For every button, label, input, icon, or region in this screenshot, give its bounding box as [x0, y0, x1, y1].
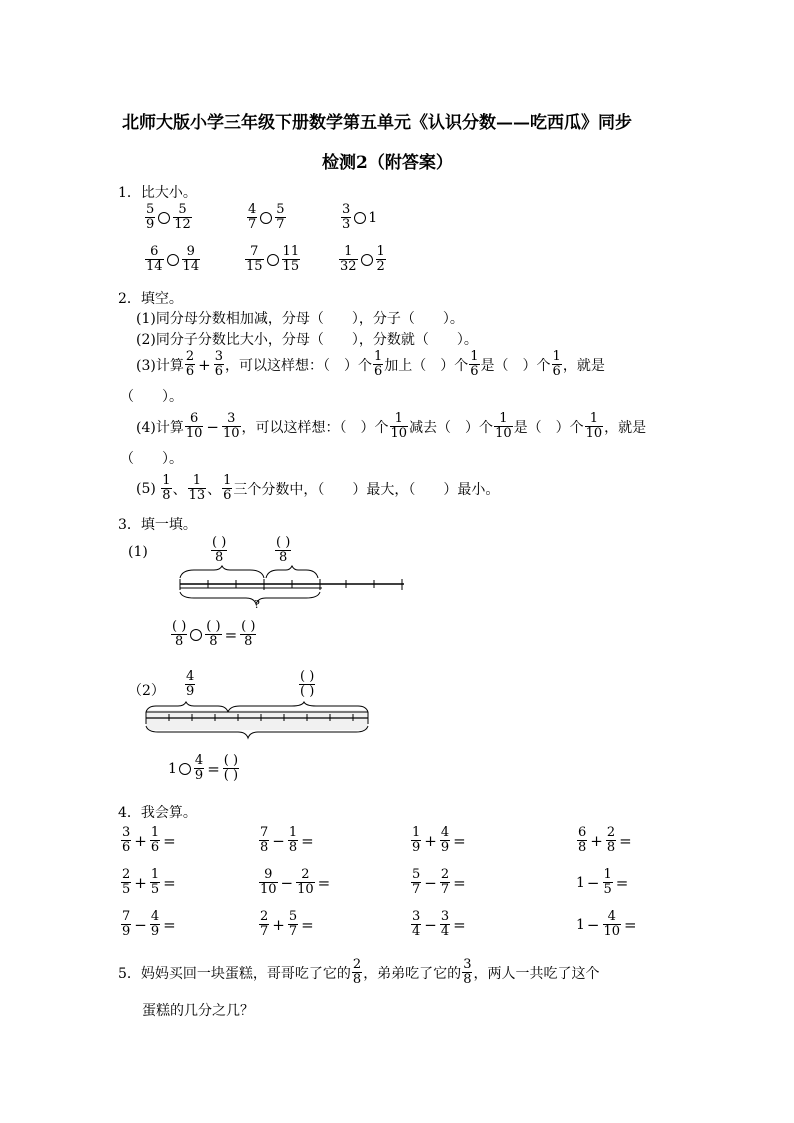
fraction: $\frac{4}{7}$	[248, 202, 257, 232]
q2-s3-cont: （ ）。	[120, 389, 183, 405]
fraction: $\frac{2}{7}$	[440, 867, 450, 897]
compare-circle[interactable]	[361, 254, 373, 266]
fraction: $\frac{3}{6}$	[214, 349, 223, 379]
fraction: $\frac{1}{2}$	[376, 244, 385, 274]
fraction: $\frac{( )}{8}$	[241, 619, 256, 649]
fraction: $\frac{5}{7}$	[276, 202, 285, 232]
fraction: $\frac{4}{10}$	[603, 909, 621, 939]
q2-s2: (2)同分子分数比大小，分母（ ），分数就（ ）。	[136, 332, 478, 348]
compare-circle[interactable]	[167, 254, 179, 266]
brace-bottom	[180, 592, 320, 604]
q3-p2-ticks	[146, 712, 368, 724]
ticks	[180, 579, 402, 590]
q3-p1-label: (1)	[128, 544, 148, 560]
fraction: $\frac{1}{10}$	[390, 411, 408, 441]
fraction: $\frac{3}{8}$	[463, 957, 472, 987]
q4-label: 4．我会算。	[118, 805, 197, 821]
compare-circle[interactable]	[179, 763, 191, 775]
fraction: $\frac{7}{9}$	[122, 909, 131, 939]
q4-expression: 1 − $\frac{1}{5}$ =	[576, 867, 629, 897]
compare-circle[interactable]	[190, 629, 202, 641]
q2-s5: (5) $\frac{1}{8}$ 、 $\frac{1}{13}$ 、 $\frac{1}{6}$ 三个分数中，（ ）最大，（ ）最小。	[136, 473, 500, 503]
fraction: $\frac{9}{10}$	[260, 867, 277, 897]
fraction: $\frac{6}{8}$	[578, 825, 587, 855]
fraction: $\frac{( )}{8}$	[172, 619, 187, 649]
q2-s4-cont: （ ）。	[120, 451, 183, 467]
q2-s4: (4)计算 $\frac{6}{10}$ − $\frac{3}{10}$ ，可以这样想：（ ）个 $\frac{1}{10}$ 减去（ ）个 $\frac{1}{10}$ 是（ ）个 $\frac{1}{10}$ ，就是	[136, 411, 647, 441]
fraction: $\frac{( )}{8}$	[206, 619, 221, 649]
fraction: $\frac{1}{6}$	[470, 349, 479, 379]
compare-circle[interactable]	[267, 254, 279, 266]
q4-expression: $\frac{7}{9}$ − $\frac{4}{9}$ =	[122, 909, 176, 939]
fraction: $\frac{4}{9}$	[150, 909, 160, 939]
q1-item-r2c2	[244, 245, 301, 274]
q4-expression: $\frac{6}{8}$ + $\frac{2}{8}$ =	[578, 825, 632, 855]
fraction: $\frac{5}{9}$	[146, 202, 155, 232]
fraction: $\frac{3}{10}$	[222, 411, 240, 441]
q1-label: 1．比大小。	[118, 185, 197, 201]
brace-2	[266, 566, 318, 578]
fraction: $\frac{3}{3}$	[342, 202, 351, 232]
q3-p2-brace-top2	[228, 702, 368, 712]
q4-expression: $\frac{2}{7}$ + $\frac{5}{7}$ =	[260, 909, 314, 939]
q3-p2-label: （2）	[128, 683, 165, 699]
q3-p2-equation: 1 $\frac{4}{9}$ = $\frac{( )}{( )}$	[168, 753, 239, 783]
fraction: $\frac{11}{15}$	[282, 244, 300, 274]
q1-item-r2c3	[338, 245, 387, 274]
fraction: $\frac{1}{6}$	[223, 473, 232, 503]
fraction: $\frac{5}{12}$	[174, 202, 191, 232]
fraction: $\frac{2}{8}$	[606, 825, 616, 855]
fraction: $\frac{6}{14}$	[146, 244, 163, 274]
fraction: $\frac{1}{5}$	[603, 867, 612, 897]
q1-item-r2c1	[144, 245, 201, 274]
fraction: $\frac{2}{8}$	[352, 957, 362, 987]
q3-p1-top-fraction-1: $\frac{( )}{8}$	[212, 535, 227, 565]
fraction: $\frac{1}{8}$	[162, 473, 171, 503]
q4-expression: $\frac{3}{6}$ + $\frac{1}{6}$ =	[122, 825, 176, 855]
fraction: $\frac{1}{8}$	[288, 825, 298, 855]
fraction: $\frac{7}{8}$	[260, 825, 269, 855]
fraction: $\frac{1}{6}$	[150, 825, 160, 855]
fraction: $\frac{6}{10}$	[185, 411, 203, 441]
fraction: $\frac{1}{6}$	[552, 349, 561, 379]
fraction: $\frac{1}{5}$	[150, 867, 160, 897]
fraction: $\frac{1}{10}$	[585, 411, 603, 441]
q3-p2-top-fraction-2: $\frac{( )}{( )}$	[300, 669, 315, 699]
q4-expression: $\frac{7}{8}$ − $\frac{1}{8}$ =	[260, 825, 314, 855]
q1-item-r1c2	[246, 203, 287, 232]
brace-1	[180, 566, 264, 578]
compare-circle[interactable]	[158, 212, 170, 224]
fraction: $\frac{3}{4}$	[440, 909, 450, 939]
q3-label: 3．填一填。	[118, 517, 197, 533]
fraction: $\frac{5}{7}$	[288, 909, 298, 939]
q3-p1-top-fraction-2: $\frac{( )}{8}$	[276, 535, 291, 565]
fraction: $\frac{1}{10}$	[495, 411, 512, 441]
q2-s1: (1)同分母分数相加减，分母（ ），分子（ ）。	[136, 311, 464, 327]
q3-p2-brace-bottom	[146, 726, 368, 738]
q3-p1-equation: $\frac{( )}{8}$ $\frac{( )}{8}$ = $\frac{( )}{8}$	[172, 619, 256, 649]
q3-p2-brace-top1	[146, 702, 228, 712]
q4-expression: $\frac{2}{5}$ + $\frac{1}{5}$ =	[122, 867, 176, 897]
fraction: $\frac{5}{7}$	[412, 867, 421, 897]
fraction: $\frac{7}{15}$	[246, 244, 263, 274]
q4-expression: $\frac{5}{7}$ − $\frac{2}{7}$ =	[412, 867, 466, 897]
q4-expression: 1 − $\frac{4}{10}$ =	[576, 909, 637, 939]
q1-item-r1c1	[144, 203, 193, 232]
title-line-1: 北师大版小学三年级下册数学第五单元《认识分数——吃西瓜》同步	[122, 113, 632, 133]
fraction: $\frac{4}{9}$	[440, 825, 450, 855]
q3-p2-bar-bg	[146, 710, 368, 730]
fraction: $\frac{1}{32}$	[340, 244, 357, 274]
fraction: $\frac{2}{5}$	[122, 867, 131, 897]
fraction: $\frac{( )}{( )}$	[223, 753, 239, 783]
q4-expression: $\frac{1}{9}$ + $\frac{4}{9}$ =	[412, 825, 466, 855]
fraction: $\frac{2}{7}$	[260, 909, 269, 939]
compare-circle[interactable]	[260, 212, 272, 224]
q4-expression: $\frac{9}{10}$ − $\frac{2}{10}$ =	[260, 867, 331, 897]
fraction: $\frac{4}{9}$	[194, 753, 204, 783]
q3-p1-question-mark: ?	[254, 598, 260, 611]
fraction: $\frac{1}{13}$	[188, 473, 206, 503]
q5-line-1: 5．妈妈买回一块蛋糕，哥哥吃了它的 $\frac{2}{8}$ ，弟弟吃了它的 $\frac{3}{8}$ ，两人一共吃了这个	[118, 957, 600, 987]
q3-p2-top-fraction-1: $\frac{4}{9}$	[186, 669, 195, 699]
q2-s3: (3)计算 $\frac{2}{6}$ + $\frac{3}{6}$ ，可以这样想：（ ）个 $\frac{1}{6}$ 加上（ ）个 $\frac{1}{6}$ 是（ ）个 $\frac{1}{6}$ ，就是	[136, 349, 605, 379]
q1-item-r1c3: $\frac{3}{3}$ 1	[342, 202, 378, 232]
fraction: $\frac{3}{4}$	[412, 909, 421, 939]
compare-circle[interactable]	[354, 212, 366, 224]
q5-line-2: 蛋糕的几分之几？	[142, 1003, 254, 1019]
fraction: $\frac{2}{6}$	[185, 349, 195, 379]
fraction: $\frac{1}{9}$	[412, 825, 421, 855]
title-line-2: 检测2（附答案）	[322, 153, 453, 173]
q4-expression: $\frac{3}{4}$ − $\frac{3}{4}$ =	[412, 909, 466, 939]
fraction: $\frac{1}{6}$	[373, 349, 383, 379]
fraction: $\frac{3}{6}$	[122, 825, 131, 855]
fraction: $\frac{2}{10}$	[297, 867, 314, 897]
q2-label: 2．填空。	[118, 291, 183, 307]
fraction: $\frac{9}{14}$	[182, 244, 200, 274]
